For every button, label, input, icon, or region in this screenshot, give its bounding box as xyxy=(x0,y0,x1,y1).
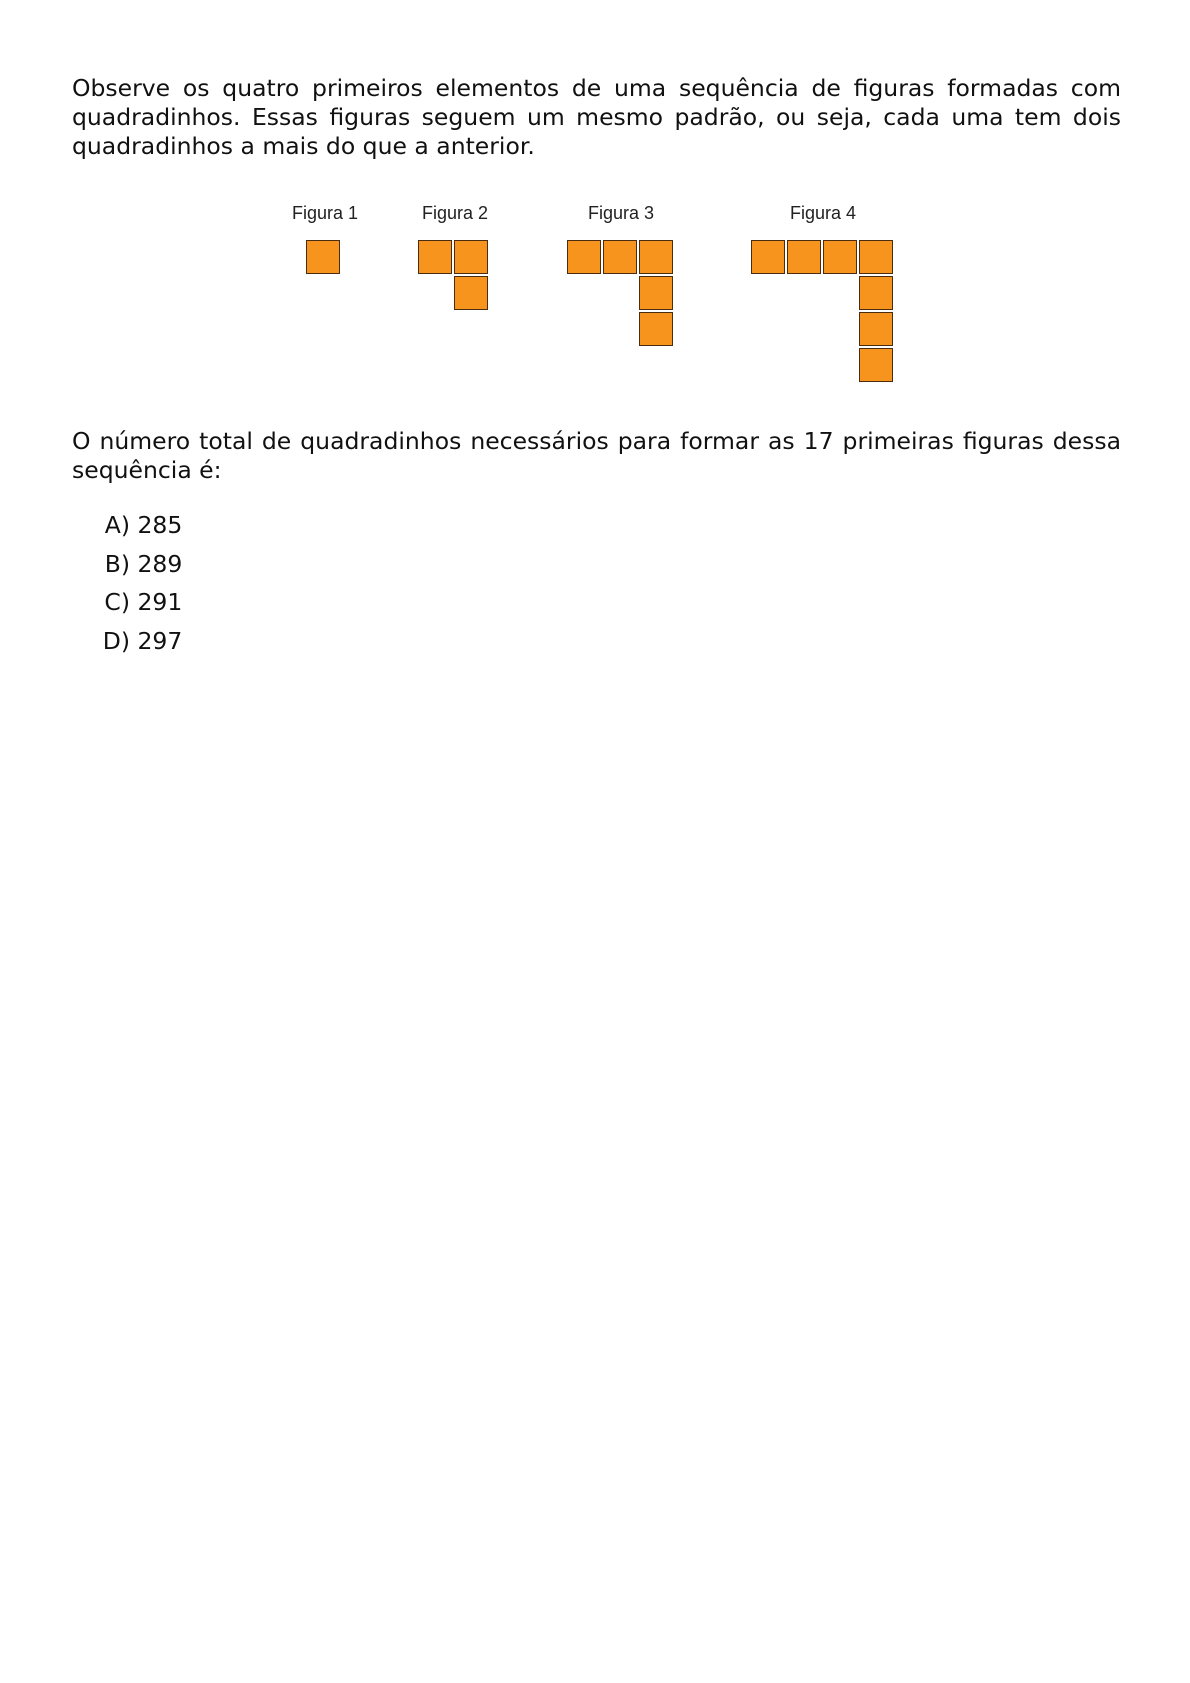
figure-4-square xyxy=(751,240,785,274)
option-value: 291 xyxy=(137,588,183,616)
figure-3-square xyxy=(639,312,673,346)
option-letter: D) xyxy=(102,626,130,655)
option-letter: C) xyxy=(104,588,130,616)
option-a[interactable] xyxy=(92,511,182,550)
figure-1-label: Figura 1 xyxy=(292,203,359,223)
figure-4-square xyxy=(859,276,893,310)
option-c[interactable] xyxy=(92,588,182,627)
figure-4-square xyxy=(787,240,821,274)
intro-paragraph: Observe os quatro primeiros elementos de uma sequência de figuras formadas com quadradinhos. Essas figuras seguem um mesmo padrão, ou seja, cada uma tem dois quadradinhos a mais do que a anterior. xyxy=(72,74,1121,160)
question-paragraph: O número total de quadradinhos necessários para formar as 17 primeiras figuras dessa sequência é: xyxy=(72,427,1121,484)
figure-1-square xyxy=(306,240,340,274)
figure-4-square xyxy=(823,240,857,274)
option-value: 297 xyxy=(137,626,183,655)
figure-2-square xyxy=(418,240,452,274)
figure-2-square xyxy=(454,240,488,274)
figure-3-square xyxy=(639,276,673,310)
answer-options xyxy=(92,511,182,665)
figure-3-square xyxy=(603,240,637,274)
figure-3-square xyxy=(639,240,673,274)
option-value: 289 xyxy=(137,549,183,578)
figure-3-square xyxy=(567,240,601,274)
figure-4-square xyxy=(859,312,893,346)
option-d[interactable] xyxy=(92,627,182,666)
figure-3-label: Figura 3 xyxy=(588,203,655,223)
figure-4-square xyxy=(859,348,893,382)
option-letter: A) xyxy=(104,511,130,539)
figure-4-label: Figura 4 xyxy=(790,203,857,223)
option-b[interactable] xyxy=(92,550,182,589)
option-letter: B) xyxy=(104,549,130,578)
figure-2-label: Figura 2 xyxy=(422,203,489,223)
figure-4-square xyxy=(859,240,893,274)
figure-2-square xyxy=(454,276,488,310)
option-value: 285 xyxy=(137,511,183,539)
